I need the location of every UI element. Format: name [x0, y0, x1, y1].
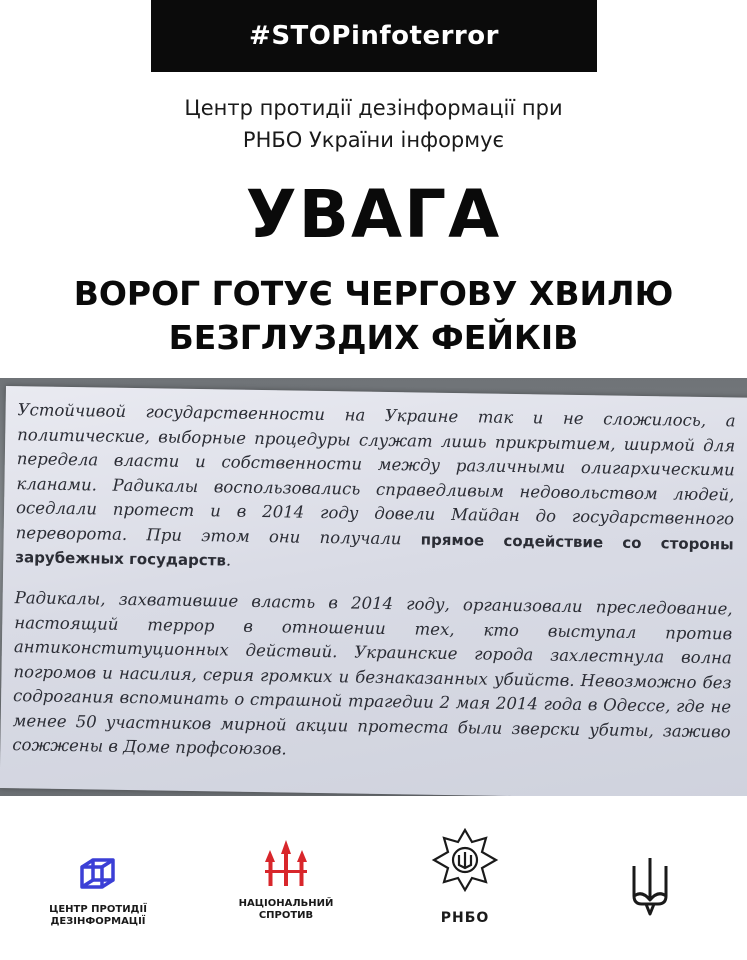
subhead-line-2: БЕЗГЛУЗДИХ ФЕЙКІВ — [168, 318, 579, 357]
cube-logo-icon — [79, 856, 117, 898]
leaflet-bold-phrase: прямое содействие со стороны зарубежных государств — [15, 530, 734, 570]
leaflet-photo — [0, 378, 747, 796]
rnbo-logo — [420, 828, 510, 924]
rnbo-emblem-icon — [430, 828, 500, 908]
cpd-logo-line-2: ДЕЗІНФОРМАЦІЇ — [50, 916, 146, 927]
leaflet-paragraph-2: Радикалы, захватившие власть в 2014 году, организовали преследование, настоящий террор в отношении тех, кто выступал против антиконституционных действий. Украинские города захлестнула волна погромов и насилия, серия громких и безнаказанных убийств. Невозможно без содрогания вспоминать о страшной трагедии 2 мая 2014 года в Одессе, где не менее 50 участников мирной акции протеста были зверски убиты, заживо сожжены в Доме профсоюзов. — [12, 588, 733, 759]
tridents-logo-icon — [258, 840, 314, 892]
hashtag-banner — [151, 0, 597, 72]
cpd-logo-label — [49, 904, 147, 928]
logos-row — [0, 826, 747, 946]
ns-logo-label — [239, 898, 334, 922]
hashtag-text: #STOPinfoterror — [249, 21, 499, 51]
leaflet-paragraph-1-text: Устойчивой государственности на Украине так и не сложилось, а политические, выборные процедуры служат лишь прикрытием, ширмой для передела власти и собственности между различными олигархическими кланами. Радикалы воспользовались справедливым недовольством людей, оседлали протест и в 2014 году довели Майдан до государственного переворота. При этом они получали — [15, 400, 736, 548]
cpd-logo — [28, 856, 168, 928]
leaflet-paper — [0, 386, 747, 796]
intro-line-2: РНБО України інформує — [242, 128, 505, 152]
national-resistance-logo — [226, 840, 346, 922]
ns-logo-line-1: НАЦІОНАЛЬНИЙ — [238, 898, 334, 909]
rnbo-logo-label: РНБО — [440, 910, 490, 926]
subhead-line-1: ВОРОГ ГОТУЄ ЧЕРГОВУ ХВИЛЮ — [73, 274, 674, 313]
cpd-logo-line-1: ЦЕНТР ПРОТИДІЇ — [49, 904, 147, 915]
ukraine-coat-of-arms — [628, 856, 672, 922]
intro-line-1: Центр протидії дезінформації при — [184, 96, 563, 120]
leaflet-paragraph-1 — [15, 398, 736, 581]
intro-text — [0, 92, 747, 156]
headline: УВАГА — [245, 176, 502, 253]
leaflet-paragraph-1-end: . — [225, 550, 232, 570]
tryzub-icon — [630, 856, 670, 922]
ns-logo-line-2: СПРОТИВ — [258, 910, 314, 921]
subheadline — [0, 272, 747, 360]
